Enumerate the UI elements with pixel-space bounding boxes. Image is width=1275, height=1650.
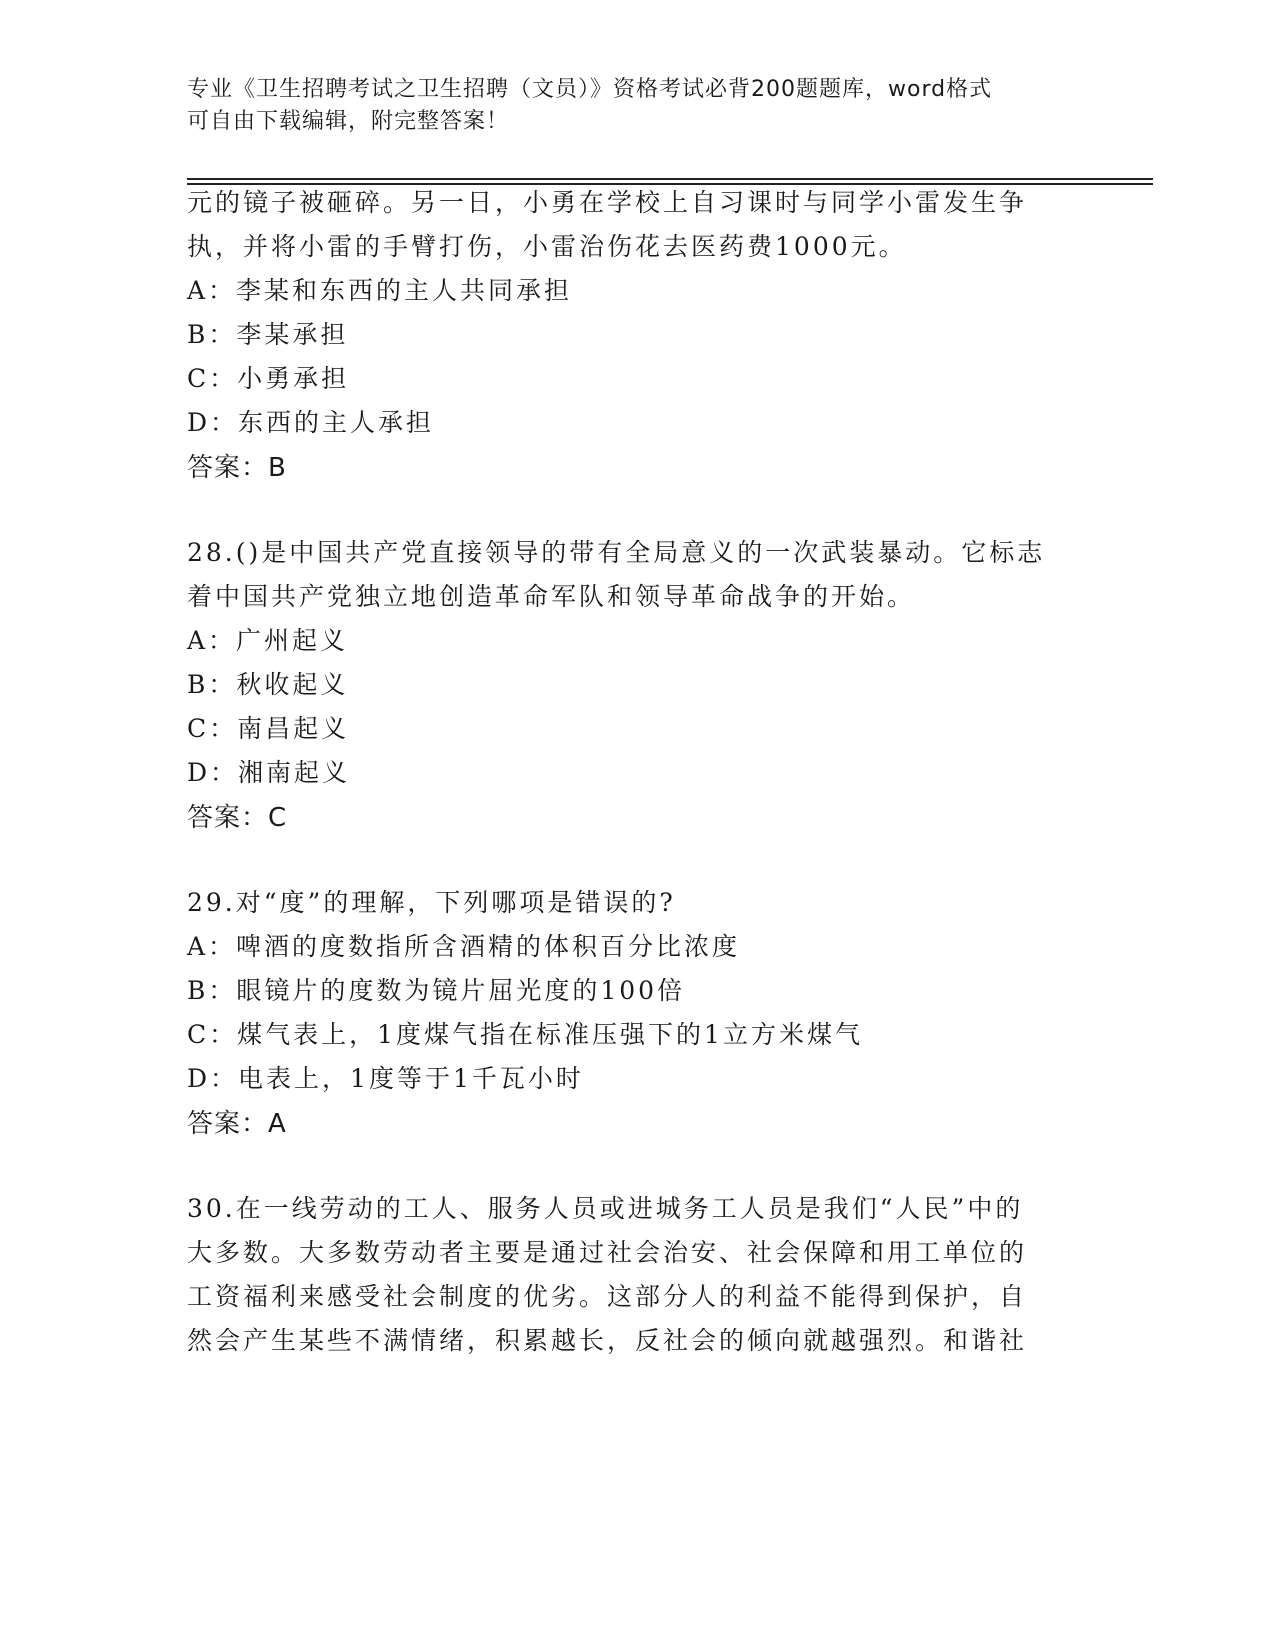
q30-stem-line-1: 30.在一线劳动的工人、服务人员或进城务工人员是我们“人民”中的	[187, 1194, 1024, 1223]
q28-answer: 答案：C	[187, 803, 288, 833]
q28-option-a: A：广州起义	[187, 626, 349, 655]
q28-stem-line-1: 28.()是中国共产党直接领导的带有全局意义的一次武装暴动。它标志	[187, 538, 1046, 567]
q27-answer: 答案：B	[187, 453, 287, 483]
q28-option-d: D：湘南起义	[187, 758, 351, 787]
q29-option-b: B：眼镜片的度数为镜片屈光度的100倍	[187, 976, 686, 1005]
q30-stem-line-3: 工资福利来感受社会制度的优劣。这部分人的利益不能得到保护，自	[187, 1282, 1028, 1311]
q27-option-d: D：东西的主人承担	[187, 408, 435, 437]
q27-stem-line-1: 元的镜子被砸碎。另一日，小勇在学校上自习课时与同学小雷发生争	[187, 188, 1028, 217]
q29-stem-line-1: 29.对“度”的理解，下列哪项是错误的?	[187, 888, 676, 917]
q29-answer: 答案：A	[187, 1109, 287, 1139]
q30-stem-line-2: 大多数。大多数劳动者主要是通过社会治安、社会保障和用工单位的	[187, 1238, 1028, 1267]
q29-option-c: C：煤气表上，1度煤气指在标准压强下的1立方米煤气	[187, 1020, 863, 1049]
q30-stem-line-4: 然会产生某些不满情绪，积累越长，反社会的倾向就越强烈。和谐社	[187, 1326, 1028, 1355]
q27-option-c: C：小勇承担	[187, 364, 350, 393]
q28-option-b: B：秋收起义	[187, 670, 349, 699]
q27-option-b: B：李某承担	[187, 320, 349, 349]
header-title-line-2: 可自由下载编辑，附完整答案！	[187, 109, 510, 134]
q29-option-a: A：啤酒的度数指所含酒精的体积百分比浓度	[187, 932, 741, 961]
header-title-line-1: 专业《卫生招聘考试之卫生招聘（文员）》资格考试必背200题题库，word格式	[187, 77, 993, 102]
document-header	[187, 74, 1087, 138]
header-divider-top	[187, 178, 1153, 180]
q27-stem-line-2: 执，并将小雷的手臂打伤，小雷治伤花去医药费1000元。	[187, 232, 907, 261]
q28-option-c: C：南昌起义	[187, 714, 350, 743]
q28-stem-line-2: 着中国共产党独立地创造革命军队和领导革命战争的开始。	[187, 582, 916, 611]
q27-option-a: A：李某和东西的主人共同承担	[187, 276, 573, 305]
q29-option-d: D：电表上，1度等于1千瓦小时	[187, 1064, 584, 1093]
